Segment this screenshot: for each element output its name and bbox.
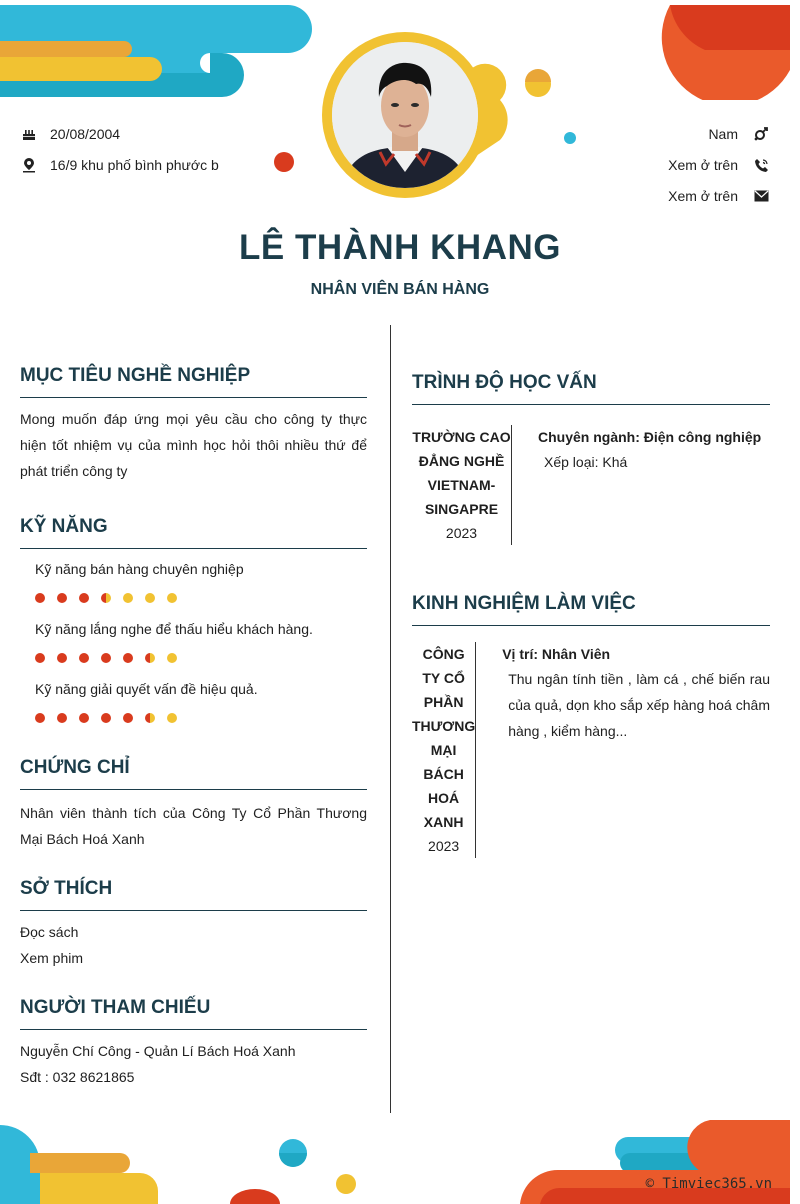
phone-icon [752, 156, 770, 174]
avatar [332, 42, 478, 188]
education-year: 2023 [445, 525, 478, 541]
education-section [412, 372, 770, 545]
rating-dot [123, 593, 133, 603]
experience-description: Thu ngân tính tiền , làm cá , chế biến rau của quả, dọn kho sắp xếp hàng hoá châm hàng , kiểm hàng... [508, 671, 770, 739]
school-name: TRƯỜNG CAO ĐẲNG NGHỀ VIETNAM-SINGAPRE [412, 429, 511, 517]
email-row [668, 186, 770, 206]
objective-title: MỤC TIÊU NGHỀ NGHIỆP [20, 365, 367, 398]
avatar-frame [322, 32, 488, 198]
address-value: 16/9 khu phố bình phước b [50, 157, 219, 173]
candidate-role: NHÂN VIÊN BÁN HÀNG [310, 281, 490, 298]
rating-dot [145, 653, 155, 663]
gender-row [668, 124, 770, 144]
gender-value: Nam [708, 126, 738, 142]
decor-top-right [660, 0, 800, 100]
rating-dot [57, 653, 67, 663]
skill-item [20, 621, 367, 669]
phone-row [668, 155, 770, 175]
experience-section [412, 593, 770, 858]
rating-dot [167, 713, 177, 723]
dob-row [20, 124, 219, 144]
experience-title: KINH NGHIỆM LÀM VIỆC [412, 593, 770, 626]
experience-details [476, 642, 770, 858]
rating-dot [167, 593, 177, 603]
education-entry [412, 425, 770, 545]
skill-name: Kỹ năng giải quyết vấn đề hiệu quả. [35, 681, 258, 697]
phone-value: Xem ở trên [668, 157, 738, 173]
candidate-name: LÊ THÀNH KHANG [239, 228, 561, 267]
watermark: © Timviec365.vn [645, 1176, 772, 1192]
rating-dot [145, 593, 155, 603]
rating-dot [79, 713, 89, 723]
rating-dot [101, 653, 111, 663]
education-details [512, 425, 761, 545]
left-column [20, 365, 367, 1090]
skill-name: Kỹ năng bán hàng chuyên nghiệp [35, 561, 244, 577]
skills-title: KỸ NĂNG [20, 516, 367, 549]
hobby-item: Đọc sách [20, 924, 79, 940]
skill-rating [35, 587, 367, 609]
skills-list [20, 561, 367, 729]
experience-entry [412, 642, 770, 858]
experience-position: Vị trí: Nhân Viên [502, 646, 611, 662]
rating-dot [101, 593, 111, 603]
rating-dot [35, 593, 45, 603]
hobby-item: Xem phim [20, 950, 84, 966]
address-row [20, 155, 219, 175]
skill-rating [35, 707, 367, 729]
skill-item [20, 561, 367, 609]
right-column [412, 372, 770, 858]
rating-dot [123, 653, 133, 663]
rating-dot [57, 593, 67, 603]
envelope-icon [752, 187, 770, 205]
rating-dot [79, 653, 89, 663]
rating-dot [79, 593, 89, 603]
company-name: CÔNG TY CỔ PHẦN THƯƠNG MẠI BÁCH HOÁ XANH [412, 646, 476, 830]
objective-section [20, 365, 367, 484]
certificates-section [20, 757, 367, 852]
skill-name: Kỹ năng lắng nghe để thấu hiểu khách hàng. [35, 621, 313, 637]
objective-text: Mong muốn đáp ứng mọi yêu cầu cho công ty thực hiện tốt nhiệm vụ của mình học hỏi thôi nhiều thứ để phát triển công ty [20, 411, 367, 479]
hobbies-section [20, 878, 367, 971]
references-section [20, 997, 367, 1090]
education-grade: Xếp loại: Khá [544, 454, 628, 470]
rating-dot [167, 653, 177, 663]
hobbies-title: SỞ THÍCH [20, 878, 367, 911]
skill-item [20, 681, 367, 729]
personal-info-right [668, 124, 770, 217]
decor-bottom-left [0, 1115, 380, 1204]
rating-dot [35, 713, 45, 723]
skills-section [20, 516, 367, 729]
reference-phone: Sđt : 032 8621865 [20, 1069, 135, 1085]
reference-line: Nguyễn Chí Công - Quản Lí Bách Hoá Xanh [20, 1043, 296, 1059]
experience-year: 2023 [428, 838, 460, 854]
skill-rating [35, 647, 367, 669]
column-divider [390, 325, 391, 1113]
email-value: Xem ở trên [668, 188, 738, 204]
rating-dot [35, 653, 45, 663]
cake-icon [20, 125, 38, 143]
personal-info-left [20, 124, 219, 186]
education-title: TRÌNH ĐỘ HỌC VẤN [412, 372, 770, 405]
rating-dot [57, 713, 67, 723]
references-title: NGƯỜI THAM CHIẾU [20, 997, 367, 1030]
gender-icon [752, 125, 770, 143]
location-pin-icon [20, 156, 38, 174]
rating-dot [123, 713, 133, 723]
dob-value: 20/08/2004 [50, 126, 121, 142]
education-major: Chuyên ngành: Điện công nghiệp [538, 429, 762, 445]
education-meta [412, 425, 512, 545]
certificates-title: CHỨNG CHỈ [20, 757, 367, 790]
rating-dot [145, 713, 155, 723]
rating-dot [101, 713, 111, 723]
certificates-text: Nhân viên thành tích của Công Ty Cổ Phần Thương Mại Bách Hoá Xanh [20, 805, 367, 847]
experience-meta [412, 642, 476, 858]
